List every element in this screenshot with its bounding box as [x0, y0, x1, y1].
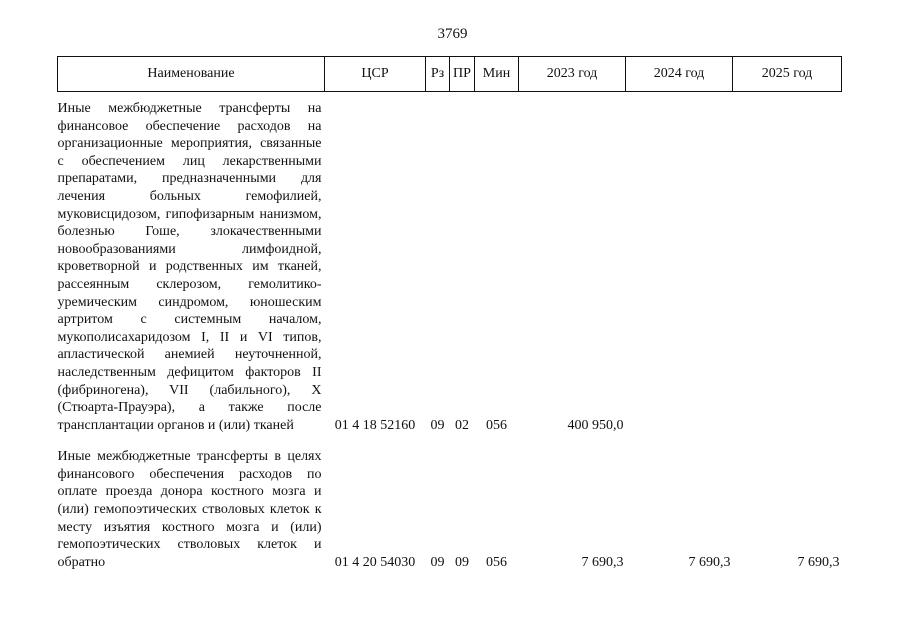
- header-2023: 2023 год: [519, 57, 626, 92]
- row-name: Иные межбюджетные трансферты на финансовое обеспечение расходов на организационные мероприятия, связанные с обеспечением лиц лекарственными препаратами, предназначенными для лечения больных гемофилией, муковисцидозом, гипофизарным нанизмом, болезнью Гоше, злокачественными новообразованиями лимфоидной, кроветворной и родственных им тканей, рассеянным склерозом, гемолитико-уремическим синдромом, юношеским артритом с системным началом, мукополисахаридозом I, II и VI типов, апластической анемией неуточненной, наследственным дефицитом факторов II (фибриногена), VII (лабильного), X (Стюарта-Прауэра), а также после трансплантации органов и (или) тканей: [57, 101, 322, 433]
- row-amount-2024: 7 690,3: [688, 554, 731, 570]
- row-rz: 09: [430, 417, 445, 433]
- header-pr: ПР: [450, 57, 475, 92]
- page-number: 3769: [437, 26, 468, 42]
- row-amount-2023: 400 950,0: [567, 417, 624, 433]
- row-rz: 09: [430, 554, 445, 570]
- row-name: Иные межбюджетные трансферты в целях финансового обеспечения расходов по оплате проезда донора костного мозга и (или) гемопоэтических стволовых клеток к месту изъятия костного мозга и (или) гемопоэтических стволовых клеток и обратно: [57, 449, 322, 570]
- row-pr: 09: [455, 554, 469, 570]
- row-amount-2024: [626, 92, 733, 435]
- header-rz: Рз: [426, 57, 450, 92]
- budget-table: [57, 56, 842, 571]
- row-min: 056: [486, 417, 507, 433]
- header-name: Наименование: [58, 57, 325, 92]
- row-csr: 01 4 18 52160: [334, 417, 416, 433]
- table-row: [58, 92, 842, 435]
- header-min: Мин: [475, 57, 519, 92]
- row-amount-2025: [733, 92, 842, 435]
- table-row: [58, 434, 842, 571]
- row-pr: 02: [455, 417, 469, 433]
- row-min: 056: [486, 554, 507, 570]
- table-header-row: [58, 57, 842, 92]
- row-csr: 01 4 20 54030: [334, 554, 416, 570]
- row-amount-2023: 7 690,3: [581, 554, 624, 570]
- row-amount-2025: 7 690,3: [797, 554, 840, 570]
- header-2025: 2025 год: [733, 57, 842, 92]
- header-2024: 2024 год: [626, 57, 733, 92]
- header-csr: ЦСР: [325, 57, 426, 92]
